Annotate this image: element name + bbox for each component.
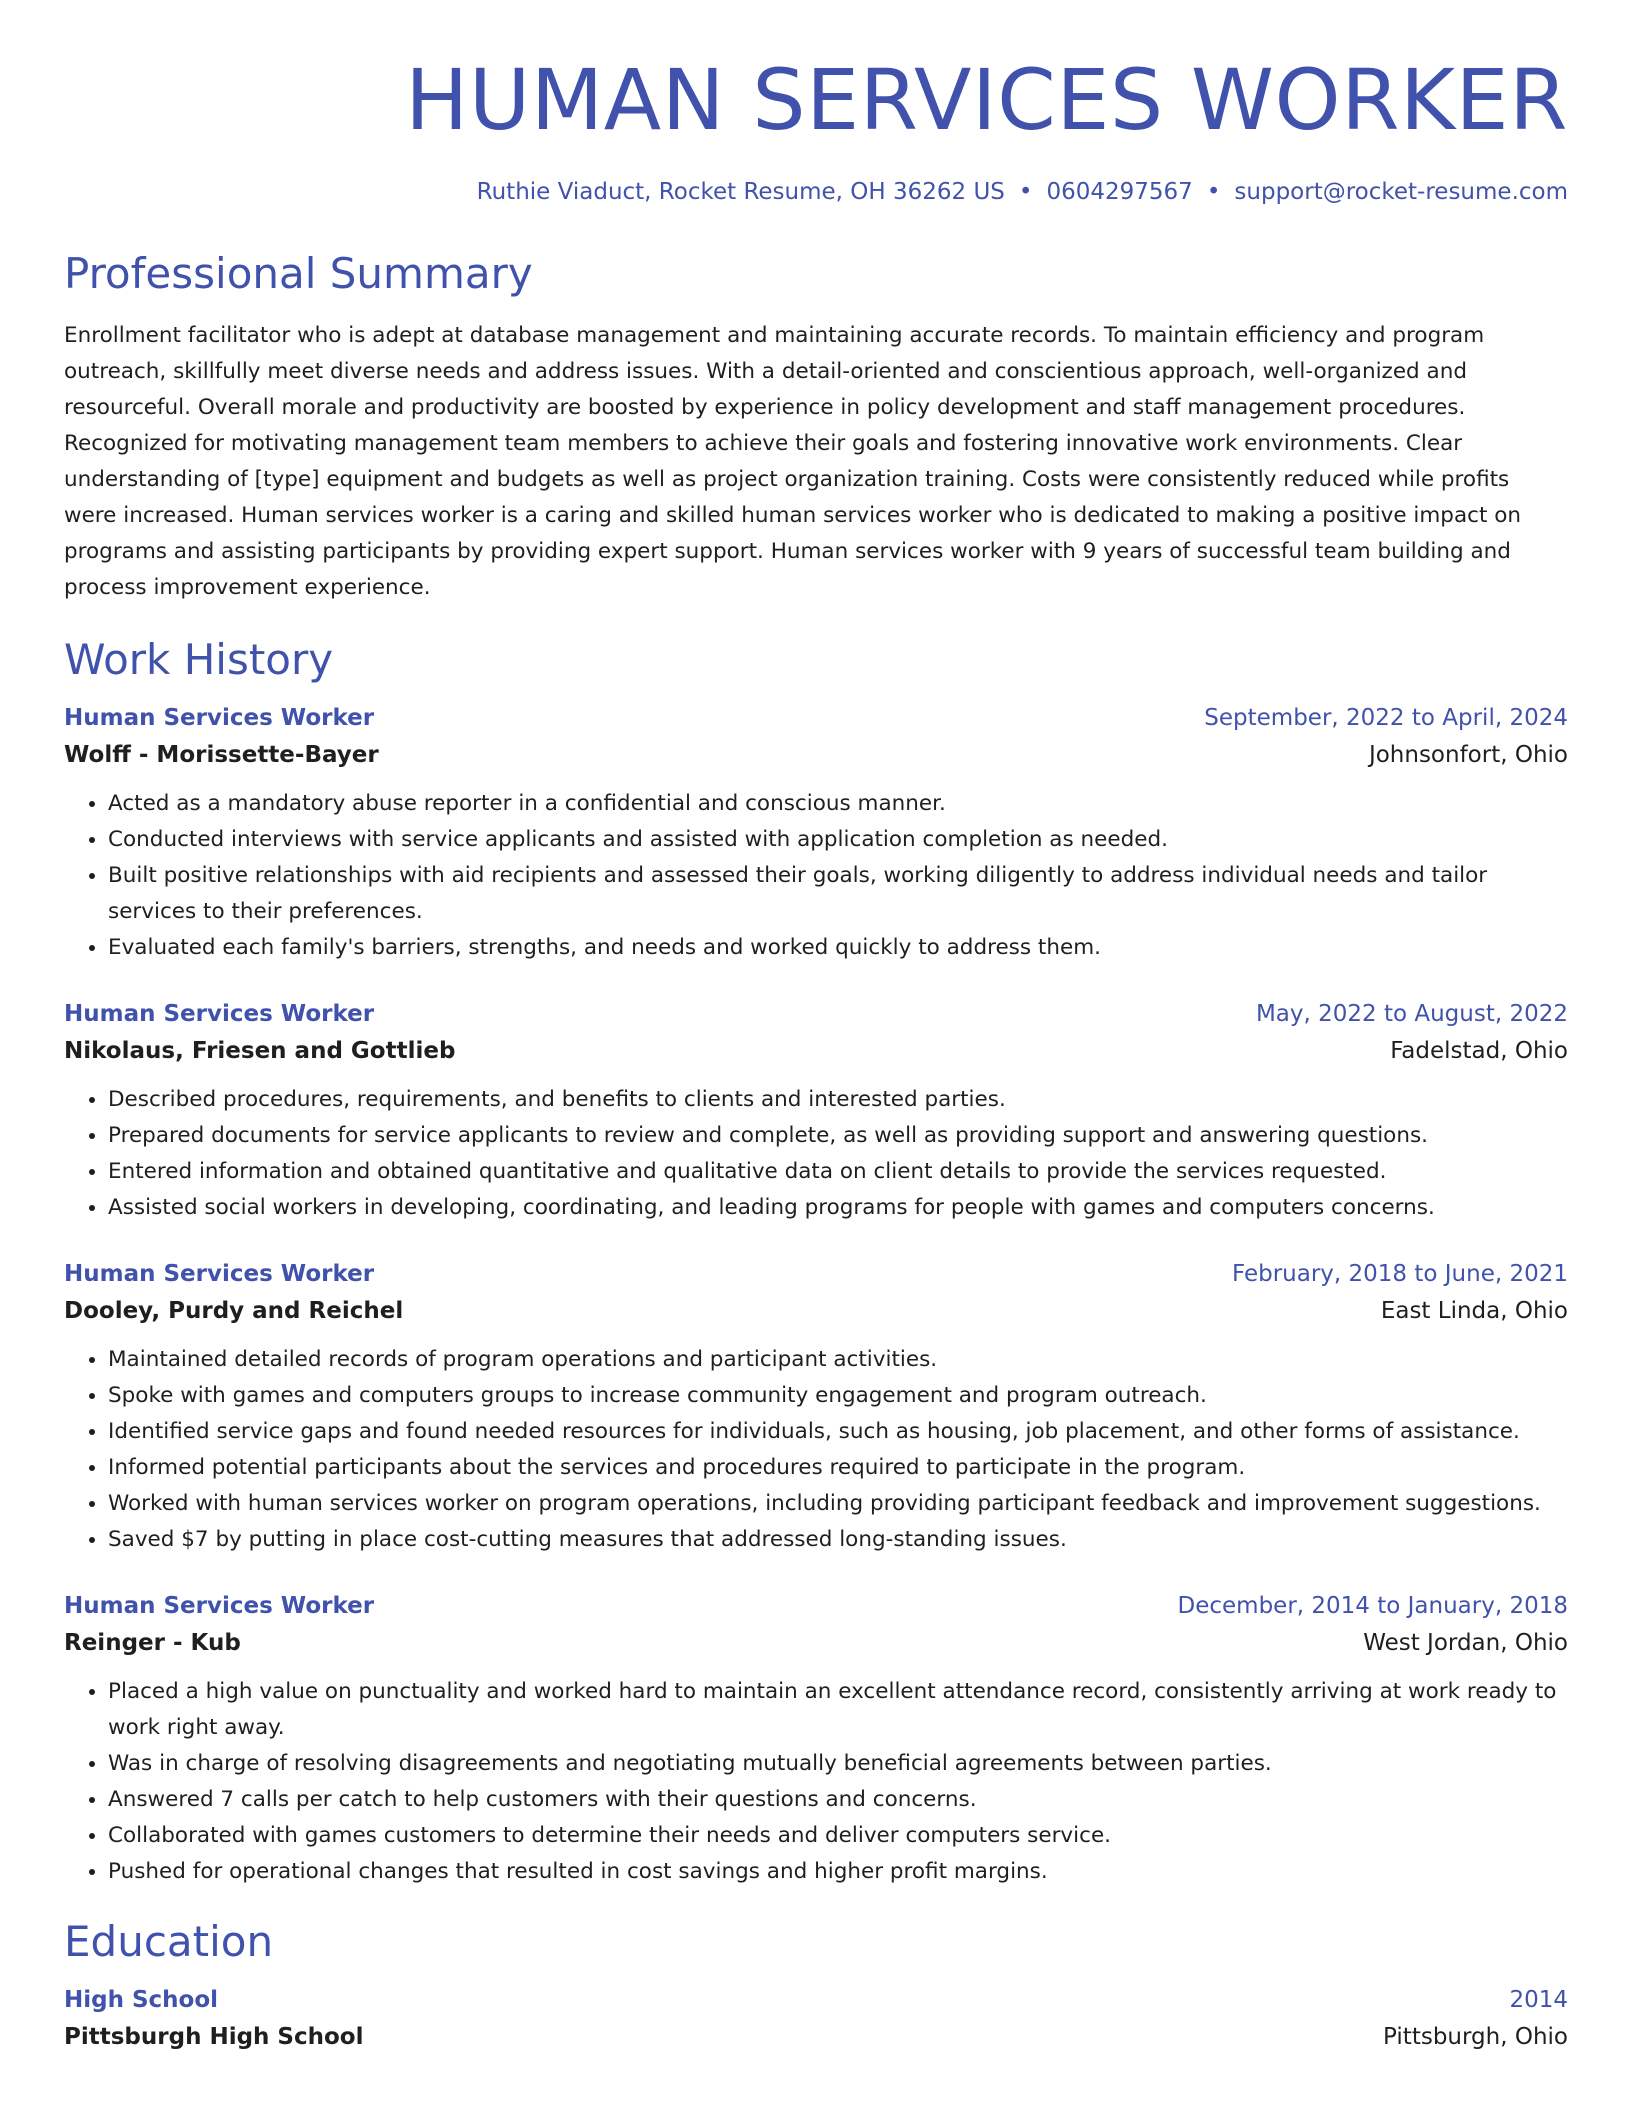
job-title: Human Services Worker — [64, 1261, 375, 1287]
job-entry — [64, 700, 1568, 966]
job-bullet: • Worked with human services worker on program operations, including providing participant feedback and improvement suggestions. — [108, 1486, 1568, 1522]
job-bullet: • Maintained detailed records of program operations and participant activities. — [108, 1342, 1568, 1378]
job-entry — [64, 1256, 1568, 1558]
school-location: Pittsburgh, Ohio — [1383, 2024, 1568, 2050]
education-degree: High School — [64, 1987, 219, 2013]
job-location: East Linda, Ohio — [1380, 1298, 1568, 1324]
job-bullet: • Saved $7 by putting in place cost-cutting measures that addressed long-standing issues. — [108, 1522, 1568, 1558]
job-bullet: • Was in charge of resolving disagreements and negotiating mutually beneficial agreements between parties. — [108, 1746, 1568, 1782]
company-name: Nikolaus, Friesen and Gottlieb — [64, 1038, 456, 1064]
contact-phone: 0604297567 — [1046, 179, 1193, 205]
job-location: West Jordan, Ohio — [1363, 1630, 1568, 1656]
job-bullet: • Placed a high value on punctuality and worked hard to maintain an excellent attendance record, consistently arriving at work ready to work right away. — [108, 1674, 1568, 1746]
job-dates: September, 2022 to April, 2024 — [1204, 705, 1568, 731]
job-bullet: • Evaluated each family's barriers, strengths, and needs and worked quickly to address them. — [108, 930, 1568, 966]
job-entry — [64, 1588, 1568, 1890]
job-dates: December, 2014 to January, 2018 — [1177, 1593, 1568, 1619]
job-title-heading: HUMAN SERVICES WORKER — [405, 51, 1568, 149]
job-dates: February, 2018 to June, 2021 — [1231, 1261, 1568, 1287]
job-bullet: • Prepared documents for service applicants to review and complete, as well as providing support and answering questions. — [108, 1118, 1568, 1154]
summary-text: Enrollment facilitator who is adept at database management and maintaining accurate records. To maintain efficiency and program outreach, skillfully meet diverse needs and address issues. With a detail-oriented and conscientious approach, well-organized and resourceful. Overall morale and productivity are boosted by experience in policy development and staff management procedures. Recognized for motivating management team members to achieve their goals and fostering innovative work environments. Clear understanding of [type] equipment and budgets as well as project organization training. Costs were consistently reduced while profits were increased. Human services worker is a caring and skilled human services worker who is dedicated to making a positive impact on programs and assisting participants by providing expert support. Human services worker with 9 years of successful team building and process improvement experience. — [64, 323, 1521, 600]
job-bullets — [64, 1342, 1568, 1558]
job-bullet: • Informed potential participants about the services and procedures required to participate in the program. — [108, 1450, 1568, 1486]
contact-separator: • — [1206, 179, 1221, 205]
school-name: Pittsburgh High School — [64, 2024, 364, 2050]
job-bullet: • Identified service gaps and found needed resources for individuals, such as housing, job placement, and other forms of assistance. — [108, 1414, 1568, 1450]
job-bullet: • Assisted social workers in developing, coordinating, and leading programs for people with games and computers concerns. — [108, 1190, 1568, 1226]
job-bullet: • Collaborated with games customers to determine their needs and deliver computers service. — [108, 1818, 1568, 1854]
job-bullet: • Answered 7 calls per catch to help customers with their questions and concerns. — [108, 1782, 1568, 1818]
contact-email: support@rocket-resume.com — [1234, 179, 1568, 205]
job-bullet: • Built positive relationships with aid recipients and assessed their goals, working diligently to address individual needs and tailor services to their preferences. — [108, 858, 1568, 930]
work-history-section-title: Work History — [64, 635, 334, 684]
education-year: 2014 — [1509, 1987, 1568, 2013]
job-bullet: • Spoke with games and computers groups to increase community engagement and program outreach. — [108, 1378, 1568, 1414]
contact-separator: • — [1018, 179, 1033, 205]
contact-address: Ruthie Viaduct, Rocket Resume, OH 36262 US — [476, 179, 1005, 205]
job-location: Fadelstad, Ohio — [1390, 1038, 1568, 1064]
job-bullet: • Pushed for operational changes that resulted in cost savings and higher profit margins. — [108, 1854, 1568, 1890]
job-bullet: • Entered information and obtained quantitative and qualitative data on client details to provide the services requested. — [108, 1154, 1568, 1190]
company-name: Dooley, Purdy and Reichel — [64, 1298, 404, 1324]
contact-line — [64, 176, 1568, 208]
job-bullet: • Conducted interviews with service applicants and assisted with application completion as needed. — [108, 822, 1568, 858]
company-name: Wolff - Morissette-Bayer — [64, 742, 379, 768]
company-name: Reinger - Kub — [64, 1630, 241, 1656]
job-bullets — [64, 1674, 1568, 1890]
summary-section-title: Professional Summary — [64, 249, 533, 298]
job-location: Johnsonfort, Ohio — [1368, 742, 1568, 768]
job-bullet: • Described procedures, requirements, and benefits to clients and interested parties. — [108, 1082, 1568, 1118]
job-title: Human Services Worker — [64, 1001, 375, 1027]
job-title: Human Services Worker — [64, 705, 375, 731]
job-dates: May, 2022 to August, 2022 — [1255, 1001, 1568, 1027]
job-bullets — [64, 786, 1568, 966]
resume-header — [64, 52, 1568, 208]
job-bullet: • Acted as a mandatory abuse reporter in a confidential and conscious manner. — [108, 786, 1568, 822]
education-section-title: Education — [64, 1917, 274, 1966]
job-entry — [64, 996, 1568, 1226]
job-bullets — [64, 1082, 1568, 1226]
education-entry — [64, 1982, 1568, 2056]
job-title: Human Services Worker — [64, 1593, 375, 1619]
